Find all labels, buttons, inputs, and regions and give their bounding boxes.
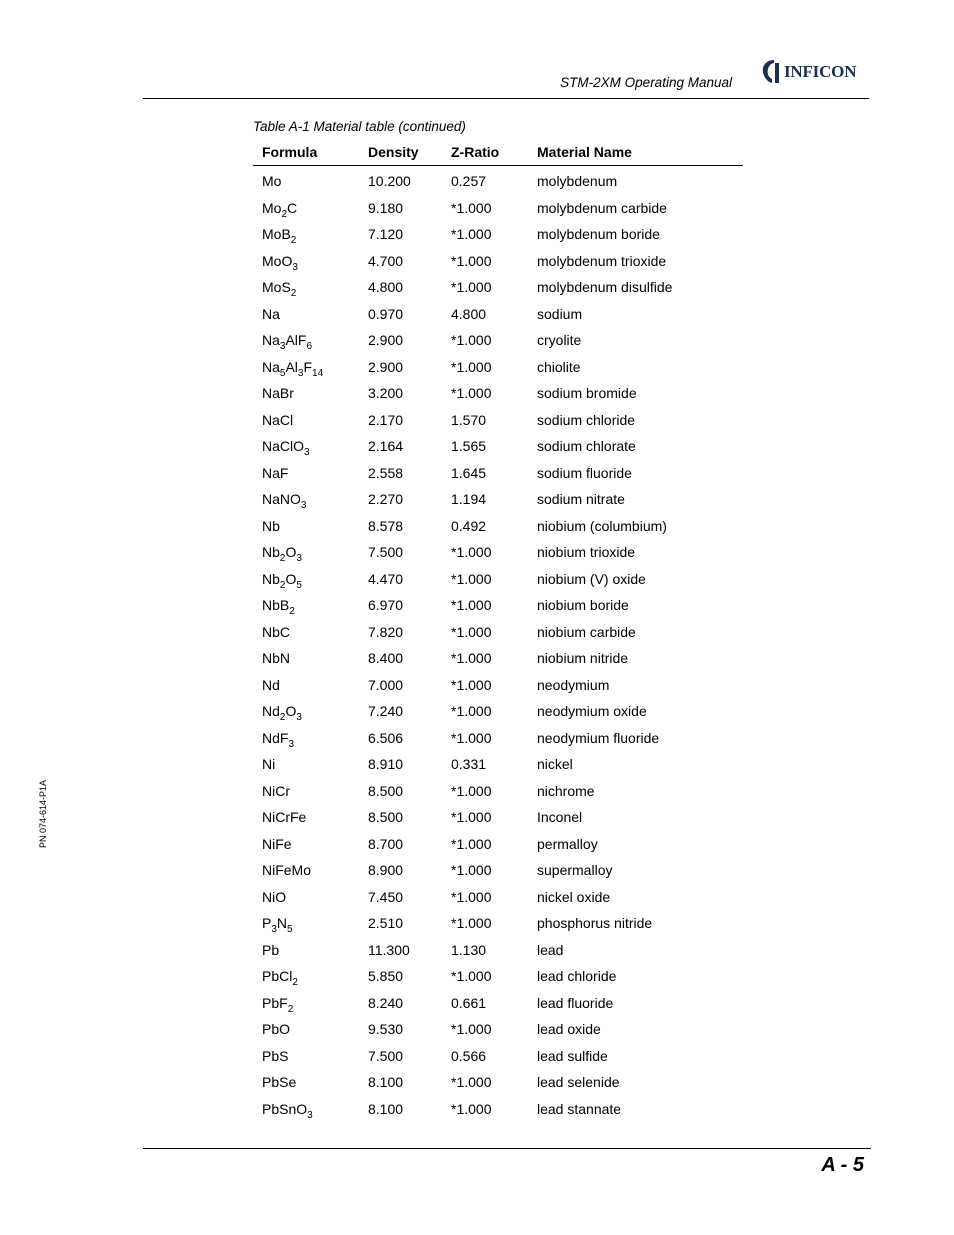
material-name-cell: sodium chloride [537, 411, 636, 428]
material-name-cell: neodymium fluoride [537, 729, 660, 746]
z-ratio-cell: *1.000 [451, 1021, 492, 1038]
table-row [253, 990, 743, 1017]
header-rule [143, 98, 869, 99]
density-cell: 5.850 [368, 968, 404, 985]
table-row [253, 221, 743, 248]
formula-subscript: 2 [279, 579, 286, 591]
table-row [253, 857, 743, 884]
table-row [253, 698, 743, 725]
formula-cell [253, 221, 368, 248]
z-ratio-cell: 1.194 [451, 491, 487, 508]
table-row [253, 195, 743, 222]
material-name-cell: neodymium oxide [537, 703, 647, 720]
formula-subscript: 3 [296, 712, 302, 724]
table-row [253, 248, 743, 275]
z-ratio-cell: *1.000 [451, 915, 492, 932]
formula-text: MoB [262, 226, 291, 243]
formula-text: NiFe [262, 835, 292, 852]
page-number: A - 5 [821, 1154, 864, 1176]
table-row [253, 380, 743, 407]
formula-text: PbSnO [262, 1100, 308, 1117]
z-ratio-cell: *1.000 [451, 650, 492, 667]
formula-text: MoO [262, 252, 293, 269]
material-name-cell: phosphorus nitride [537, 915, 653, 932]
table-row [253, 884, 743, 911]
material-name-cell: niobium (columbium) [537, 517, 667, 534]
logo-text: INFICON [784, 62, 857, 81]
formula-text: MoS [262, 279, 291, 296]
formula-cell [253, 460, 368, 487]
formula-text: Nb [262, 517, 280, 534]
formula-subscript: 3 [279, 341, 286, 353]
formula-text: NaNO [262, 491, 301, 508]
z-ratio-cell: *1.000 [451, 888, 492, 905]
formula-cell [253, 910, 368, 937]
table-row [253, 539, 743, 566]
logo-mark-icon [760, 58, 784, 84]
material-name-cell: niobium carbide [537, 623, 636, 640]
z-ratio-cell: *1.000 [451, 1100, 492, 1117]
density-cell: 7.820 [368, 623, 404, 640]
formula-cell [253, 539, 368, 566]
column-header-z-ratio: Z-Ratio [451, 139, 537, 166]
z-ratio-cell: *1.000 [451, 226, 492, 243]
formula-cell [253, 804, 368, 831]
density-cell: 7.120 [368, 226, 404, 243]
density-cell: 8.400 [368, 650, 404, 667]
density-cell: 8.500 [368, 782, 404, 799]
z-ratio-cell: 1.130 [451, 941, 487, 958]
table-row [253, 672, 743, 699]
density-cell: 9.530 [368, 1021, 404, 1038]
formula-cell [253, 274, 368, 301]
formula-cell [253, 248, 368, 275]
density-cell: 8.910 [368, 756, 404, 773]
material-name-cell: molybdenum carbide [537, 199, 667, 216]
table-row [253, 1016, 743, 1043]
z-ratio-cell: *1.000 [451, 623, 492, 640]
material-name-cell: permalloy [537, 835, 598, 852]
formula-text: NiO [262, 888, 287, 905]
formula-subscript: 6 [306, 341, 313, 353]
density-cell: 8.240 [368, 994, 404, 1011]
formula-subscript: 14 [312, 367, 324, 379]
formula-subscript: 3 [297, 367, 304, 379]
material-name-cell: lead sulfide [537, 1047, 608, 1064]
density-cell: 2.900 [368, 332, 404, 349]
table-row [253, 354, 743, 381]
formula-cell [253, 592, 368, 619]
formula-cell [253, 937, 368, 964]
formula-text: AlF [285, 332, 307, 349]
formula-cell [253, 195, 368, 222]
formula-text: Al [285, 358, 298, 375]
formula-cell [253, 698, 368, 725]
formula-text: F [303, 358, 313, 375]
material-name-cell: lead chloride [537, 968, 617, 985]
formula-text: PbF [262, 994, 288, 1011]
formula-text: NiFeMo [262, 862, 312, 879]
z-ratio-cell: *1.000 [451, 385, 492, 402]
formula-cell [253, 566, 368, 593]
formula-text: P [262, 915, 272, 932]
material-name-cell: lead stannate [537, 1100, 622, 1117]
formula-cell [253, 354, 368, 381]
material-table [253, 139, 743, 1122]
formula-text: NbB [262, 597, 290, 614]
table-row [253, 301, 743, 328]
formula-cell [253, 725, 368, 752]
material-name-cell: neodymium [537, 676, 610, 693]
table-caption: Table A-1 Material table (continued) [253, 119, 466, 134]
density-cell: 4.800 [368, 279, 404, 296]
table-header-row [253, 139, 743, 166]
z-ratio-cell: *1.000 [451, 570, 492, 587]
formula-text: Mo [262, 199, 282, 216]
z-ratio-cell: 0.331 [451, 756, 487, 773]
table-row [253, 751, 743, 778]
z-ratio-cell: *1.000 [451, 676, 492, 693]
table-row [253, 327, 743, 354]
table-row [253, 166, 743, 195]
formula-text: Ni [262, 756, 276, 773]
z-ratio-cell: 0.257 [451, 173, 487, 190]
density-cell: 2.164 [368, 438, 404, 455]
material-name-cell: Inconel [537, 809, 583, 826]
material-name-cell: sodium [537, 305, 583, 322]
inficon-logo [760, 58, 872, 86]
formula-subscript: 3 [307, 1109, 313, 1121]
table-row [253, 513, 743, 540]
formula-text: Pb [262, 941, 280, 958]
formula-text: O [285, 570, 297, 587]
material-name-cell: sodium fluoride [537, 464, 632, 481]
formula-subscript: 3 [288, 738, 295, 750]
density-cell: 8.900 [368, 862, 404, 879]
z-ratio-cell: 0.492 [451, 517, 487, 534]
z-ratio-cell: *1.000 [451, 835, 492, 852]
material-name-cell: niobium boride [537, 597, 629, 614]
formula-subscript: 2 [289, 606, 295, 618]
formula-text: NdF [262, 729, 289, 746]
z-ratio-cell: 1.565 [451, 438, 487, 455]
material-name-cell: molybdenum boride [537, 226, 660, 243]
manual-title: STM-2XM Operating Manual [560, 75, 732, 90]
density-cell: 6.506 [368, 729, 404, 746]
density-cell: 2.270 [368, 491, 404, 508]
density-cell: 8.100 [368, 1074, 404, 1091]
formula-text: Na [262, 305, 280, 322]
density-cell: 8.100 [368, 1100, 404, 1117]
density-cell: 7.450 [368, 888, 404, 905]
formula-text: NiCrFe [262, 809, 307, 826]
z-ratio-cell: *1.000 [451, 199, 492, 216]
z-ratio-cell: *1.000 [451, 597, 492, 614]
z-ratio-cell: 0.661 [451, 994, 487, 1011]
column-header-material-name: Material Name [537, 139, 743, 166]
density-cell: 8.578 [368, 517, 404, 534]
density-cell: 4.470 [368, 570, 404, 587]
material-name-cell: lead oxide [537, 1021, 601, 1038]
formula-cell [253, 486, 368, 513]
formula-cell [253, 1069, 368, 1096]
density-cell: 7.500 [368, 1047, 404, 1064]
formula-cell [253, 778, 368, 805]
material-name-cell: nichrome [537, 782, 595, 799]
formula-text: NbN [262, 650, 291, 667]
z-ratio-cell: 4.800 [451, 305, 487, 322]
formula-cell [253, 1016, 368, 1043]
formula-cell [253, 407, 368, 434]
z-ratio-cell: *1.000 [451, 782, 492, 799]
table-body [253, 166, 743, 1123]
formula-text: NaBr [262, 385, 294, 402]
formula-cell [253, 645, 368, 672]
z-ratio-cell: *1.000 [451, 279, 492, 296]
z-ratio-cell: *1.000 [451, 703, 492, 720]
density-cell: 6.970 [368, 597, 404, 614]
table-row [253, 433, 743, 460]
material-name-cell: lead [537, 941, 564, 958]
material-name-cell: molybdenum [537, 173, 618, 190]
table-row [253, 460, 743, 487]
formula-text: Na [262, 332, 280, 349]
footer-rule [143, 1148, 871, 1149]
formula-text: PbS [262, 1047, 289, 1064]
density-cell: 2.900 [368, 358, 404, 375]
table-row [253, 645, 743, 672]
table-row [253, 937, 743, 964]
formula-subscript: 3 [304, 447, 310, 459]
formula-subscript: 2 [290, 288, 297, 300]
density-cell: 2.170 [368, 411, 404, 428]
z-ratio-cell: *1.000 [451, 968, 492, 985]
table-row [253, 804, 743, 831]
formula-text: NiCr [262, 782, 290, 799]
material-name-cell: sodium nitrate [537, 491, 625, 508]
table-row [253, 407, 743, 434]
formula-subscript: 2 [292, 977, 298, 989]
density-cell: 8.500 [368, 809, 404, 826]
formula-text: Nb [262, 544, 280, 561]
table-row [253, 619, 743, 646]
density-cell: 2.558 [368, 464, 404, 481]
formula-text: C [287, 199, 298, 216]
table-row [253, 1043, 743, 1070]
formula-cell [253, 166, 368, 195]
formula-text: NaCl [262, 411, 294, 428]
formula-text: Mo [262, 173, 282, 190]
z-ratio-cell: 1.570 [451, 411, 487, 428]
z-ratio-cell: *1.000 [451, 809, 492, 826]
density-cell: 7.240 [368, 703, 404, 720]
formula-subscript: 2 [290, 235, 297, 247]
formula-cell [253, 831, 368, 858]
formula-text: PbCl [262, 968, 293, 985]
material-name-cell: niobium nitride [537, 650, 629, 667]
formula-cell [253, 513, 368, 540]
formula-text: NaClO [262, 438, 305, 455]
density-cell: 9.180 [368, 199, 404, 216]
formula-text: Nd [262, 703, 280, 720]
formula-cell [253, 963, 368, 990]
table-row [253, 274, 743, 301]
formula-cell [253, 301, 368, 328]
z-ratio-cell: 1.645 [451, 464, 487, 481]
density-cell: 7.000 [368, 676, 404, 693]
table-row [253, 725, 743, 752]
density-cell: 7.500 [368, 544, 404, 561]
formula-subscript: 2 [281, 208, 288, 220]
material-name-cell: sodium bromide [537, 385, 637, 402]
formula-subscript: 5 [279, 367, 286, 379]
material-name-cell: nickel [537, 756, 573, 773]
z-ratio-cell: *1.000 [451, 544, 492, 561]
density-cell: 4.700 [368, 252, 404, 269]
formula-cell [253, 751, 368, 778]
formula-cell [253, 380, 368, 407]
formula-text: Na [262, 358, 280, 375]
formula-subscript: 3 [292, 261, 298, 273]
material-name-cell: sodium chlorate [537, 438, 636, 455]
formula-cell [253, 672, 368, 699]
material-name-cell: lead fluoride [537, 994, 614, 1011]
table-row [253, 831, 743, 858]
table-row [253, 910, 743, 937]
density-cell: 0.970 [368, 305, 404, 322]
material-name-cell: molybdenum trioxide [537, 252, 667, 269]
formula-subscript: 5 [296, 579, 302, 591]
formula-text: Nb [262, 570, 280, 587]
formula-cell [253, 1096, 368, 1123]
density-cell: 11.300 [368, 941, 410, 958]
material-name-cell: chiolite [537, 358, 581, 375]
formula-cell [253, 857, 368, 884]
formula-subscript: 2 [279, 712, 286, 724]
material-name-cell: lead selenide [537, 1074, 620, 1091]
formula-subscript: 3 [296, 553, 302, 565]
formula-cell [253, 884, 368, 911]
table-row [253, 1096, 743, 1123]
formula-subscript: 2 [287, 1003, 294, 1015]
z-ratio-cell: *1.000 [451, 358, 492, 375]
part-number: PN 074-614-P1A [38, 779, 48, 848]
z-ratio-cell: 0.566 [451, 1047, 487, 1064]
formula-text: NbC [262, 623, 291, 640]
density-cell: 2.510 [368, 915, 404, 932]
formula-cell [253, 433, 368, 460]
material-name-cell: nickel oxide [537, 888, 611, 905]
formula-subscript: 3 [271, 924, 277, 936]
material-name-cell: cryolite [537, 332, 582, 349]
material-name-cell: niobium (V) oxide [537, 570, 646, 587]
table-row [253, 778, 743, 805]
formula-subscript: 3 [300, 500, 307, 512]
column-header-formula: Formula [253, 139, 368, 166]
formula-text: PbO [262, 1021, 291, 1038]
z-ratio-cell: *1.000 [451, 729, 492, 746]
formula-cell [253, 327, 368, 354]
formula-text: O [285, 544, 297, 561]
table-row [253, 1069, 743, 1096]
formula-text: O [285, 703, 297, 720]
formula-cell [253, 990, 368, 1017]
formula-cell [253, 1043, 368, 1070]
z-ratio-cell: *1.000 [451, 1074, 492, 1091]
column-header-density: Density [368, 139, 451, 166]
density-cell: 10.200 [368, 173, 411, 190]
formula-text: Nd [262, 676, 280, 693]
density-cell: 3.200 [368, 385, 404, 402]
formula-text: N [276, 915, 288, 932]
table-row [253, 963, 743, 990]
z-ratio-cell: *1.000 [451, 332, 492, 349]
z-ratio-cell: *1.000 [451, 252, 492, 269]
table-row [253, 592, 743, 619]
z-ratio-cell: *1.000 [451, 862, 492, 879]
formula-text: NaF [262, 464, 289, 481]
material-name-cell: molybdenum disulfide [537, 279, 673, 296]
formula-text: PbSe [262, 1074, 297, 1091]
material-name-cell: niobium trioxide [537, 544, 636, 561]
formula-cell [253, 619, 368, 646]
density-cell: 8.700 [368, 835, 404, 852]
formula-subscript: 5 [287, 924, 293, 936]
table-row [253, 566, 743, 593]
material-name-cell: supermalloy [537, 862, 613, 879]
formula-subscript: 2 [279, 553, 286, 565]
table-row [253, 486, 743, 513]
